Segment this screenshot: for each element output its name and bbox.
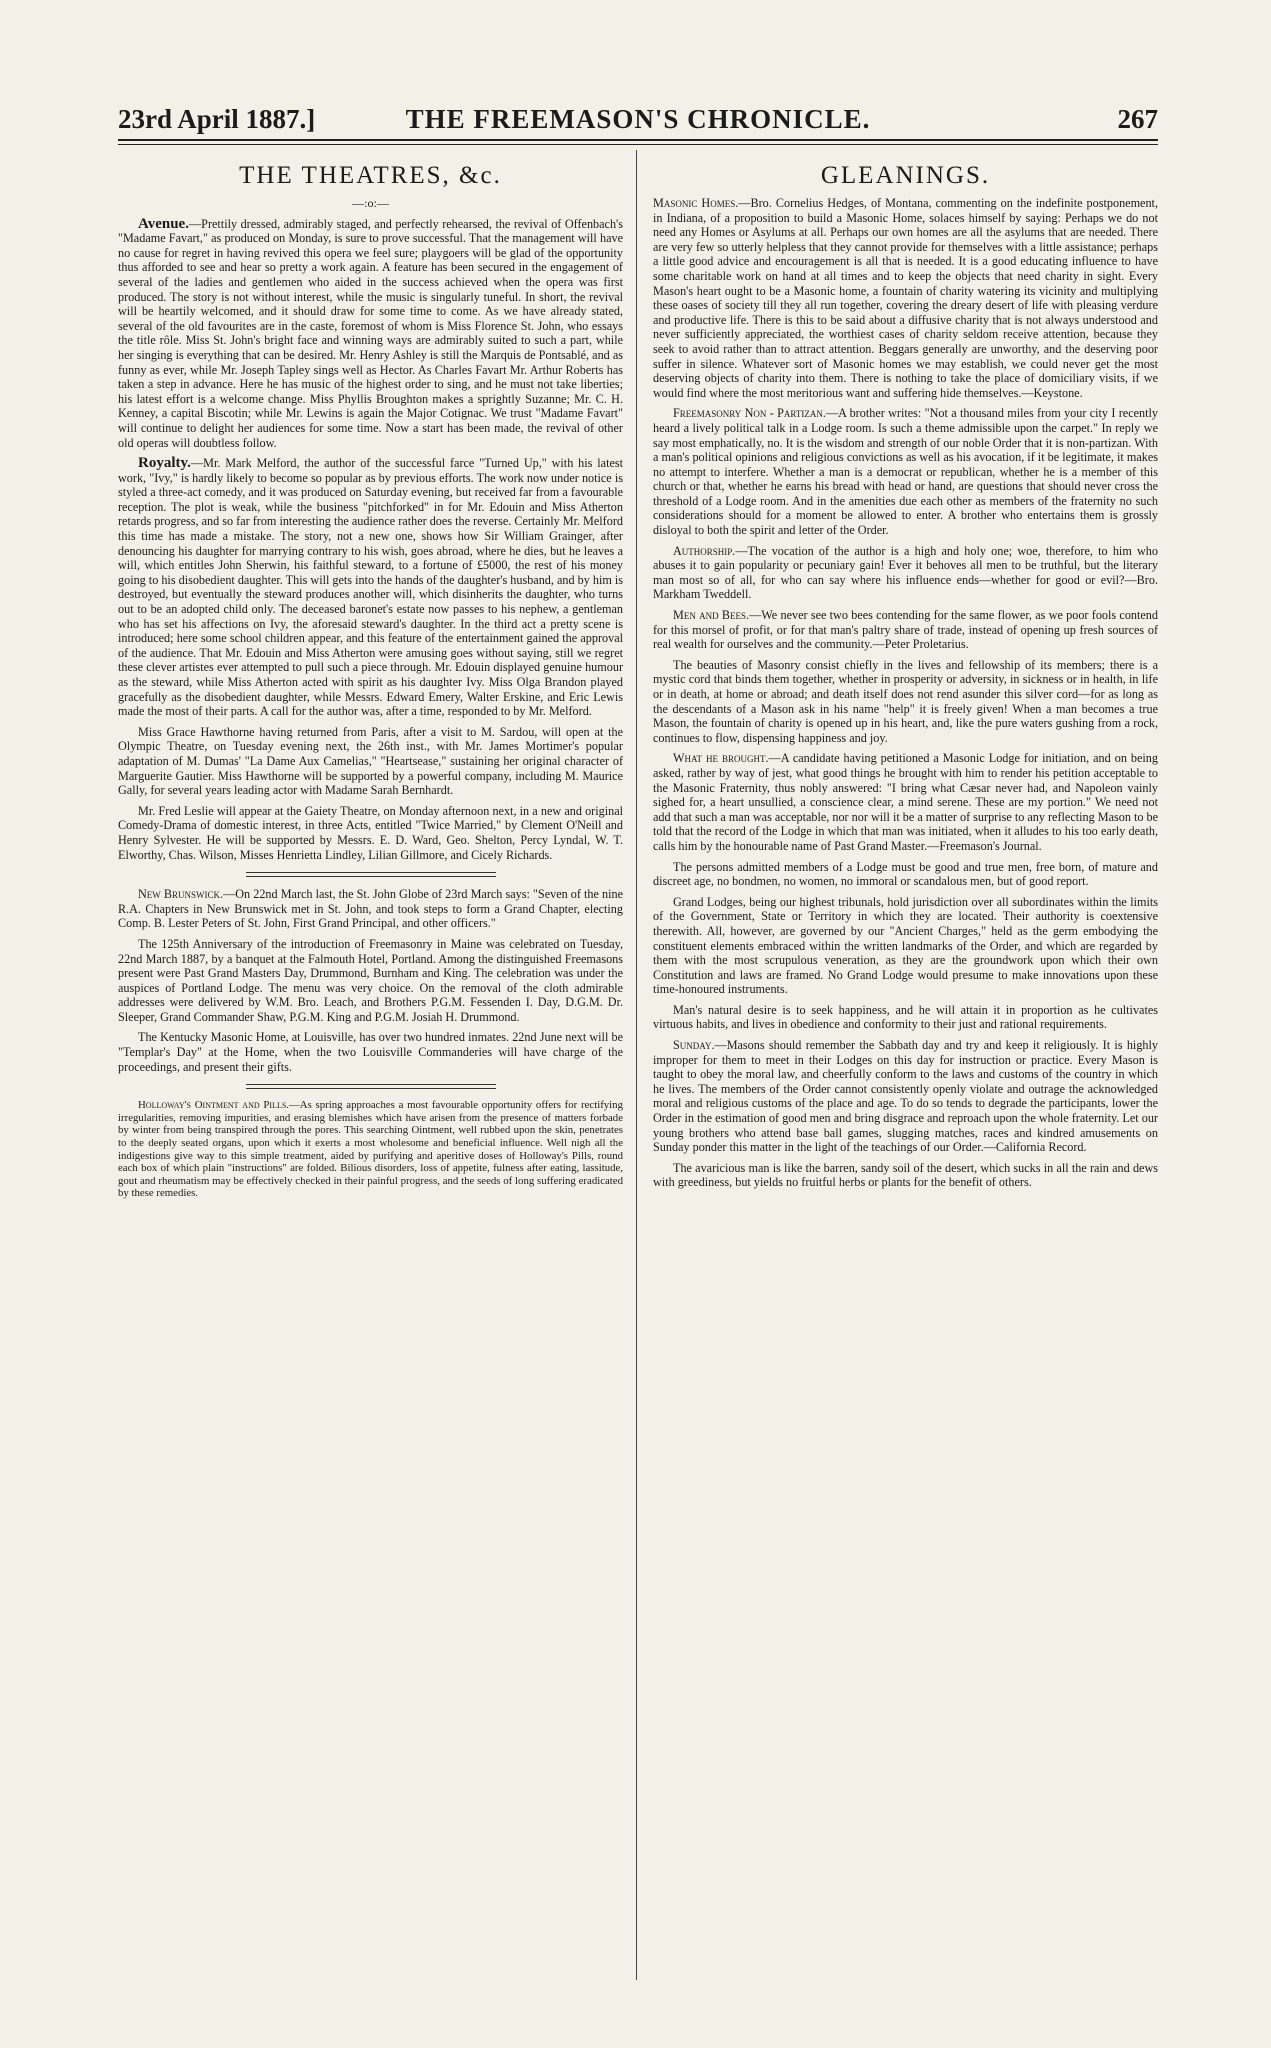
gleanings-heading: GLEANINGS.	[820, 162, 991, 189]
issue-date: 23rd April 1887.]	[118, 104, 316, 134]
article-text: —Bro. Cornelius Hedges, of Montana, commenting on the indefinite postponement, in Indiana, of a proposition to build a Masonic Home, solaces himself by saying: Perhaps we do not need any Homes or Asylums at all. Perhaps our own homes are all the asylums that are needed. There are very few so utterly helpless that they cannot provide for themselves with a little assistance; perhaps a little good advice and encouragement is all that is needed. It is a good educating influence to have some charitable work on hand at all times and to keep the objects that need charity in sight. Every Mason's heart ought to be a Masonic home, a fountain of charity watering its vicinity and multiplying these oases of society till they all run together, covering the dreary desert of life with pleasing verdure and productive life. There is this to be said about a diffusive charity that is not always understood and never sufficiently appreciated, the worthiest cases of charity seldom receive attention, because they seek to avoid rather than to attract attention. Beggars generally are unworthy, and the deserving poor suffer in silence. Whatever sort of Masonic homes we may establish, we could never get the most deserving objects of charity into them. There is nothing to take the place of domiciliary visits, if we would find where the most meritorious want and suffering hide themselves.—Keystone.	[653, 196, 1158, 400]
article-lead: Masonic Homes.	[653, 196, 739, 210]
header-rule	[118, 139, 1158, 141]
left-column	[118, 158, 623, 1206]
ornament: —:o:—	[352, 196, 389, 210]
column-divider	[636, 150, 637, 1980]
article-text: —On 22nd March last, the St. John Globe of 23rd March says: "Seven of the nine R.A. Chapters in New Brunswick met in St. John, and took steps to form a Grand Chapter, electing Comp. B. Lester Peters of St. John, First Grand Principal, and other officers."	[118, 887, 623, 931]
advert-holloway	[118, 1099, 623, 1200]
article-text: —Masons should remember the Sabbath day and try and keep it religiously. It is highly improper for them to meet in their Lodges on this day for instruction or practice. Every Mason is taught to obey the moral law, and cheerfully conform to the laws and customs of the country in which he lives. The members of the Order cannot consistently openly violate and outrage the acknowledged moral and religious customs of the place and age. To do so tends to degrade the participants, lower the Order in the estimation of good men and bring disgrace and reproach upon the whole fraternity. Let our young brothers who attend base ball games, slugging matches, races and kindred amusements on Sunday ponder this matter in the light of the teachings of our Order.—California Record.	[653, 1038, 1158, 1155]
article-non-partizan	[653, 406, 1158, 537]
article-lead: Royalty.	[138, 455, 191, 472]
article-lead: What he brought.	[673, 751, 769, 766]
article-happiness: Man's natural desire is to seek happiness, and he will attain it in proportion as he cultivates virtuous habits, and lives in obedience and conformity to their just and rational requirements.	[653, 1002, 1158, 1032]
advert-text: —As spring approaches a most favourable opportunity offers for rectifying irregularities, removing impurities, and erasing blemishes which have arisen from the presence of matters forbade by winter from being transpired through the pores. This searching Ointment, well rubbed upon the skin, penetrates to the deeply seated organs, upon which it exerts a most wholesome and beneficial influence. Well nigh all the indigestions give way to this simple treatment, aided by purifying and aperitive doses of Holloway's Pills, round each box of which plain "instructions" are folded. Bilious disorders, loss of appetite, fulness after eating, lassitude, gout and rheumatism may be effectively checked in their painful progress, and the seeds of long suffering eradicated by these remedies.	[118, 1099, 623, 1200]
article-text: —The vocation of the author is a high and holy one; woe, therefore, to him who abuses it to gain popularity or pecuniary gain! Ever it behoves all men to be truthful, but the literary man most so of all, for who can say where his influence ends—whether for good or evil?—Bro. Markham Tweddell.	[653, 543, 1158, 602]
article-lead: Freemasonry Non - Partizan.	[673, 406, 826, 421]
article-sunday	[653, 1038, 1158, 1155]
section-rule	[246, 1088, 496, 1089]
advert-lead: Holloway's Ointment and Pills.	[138, 1099, 289, 1112]
article-avaricious: The avaricious man is like the barren, sandy soil of the desert, which sucks in all the rain and dews with greediness, but yields no fruitful herbs or plants for the benefit of others.	[653, 1160, 1158, 1190]
section-rule	[246, 1084, 496, 1085]
article-text: —Prettily dressed, admirably staged, and perfectly rehearsed, the revival of Offenbach's "Madame Favart," as produced on Monday, is sure to prove successful. That the management will have no cause for regret in having revived this opera we feel sure; playgoers will be glad of the opportunity thus afforded to see and hear so pretty a work again. A feature has been secured in the engagement of several of the ladies and gentlemen who aided in the success achieved when the opera was first produced. The story is not without interest, while the music is singularly tuneful. In short, the revival will be heartily welcomed, and it should draw for some time to come. As we have already stated, several of the old favourites are in the caste, foremost of whom is Miss Florence St. John, who essays the title rôle. Miss St. John's bright face and winning ways are admirably suited to such a part, while her singing is everything that can be desired. Mr. Henry Ashley is still the Marquis de Pontsablé, and as funny as ever, while Mr. Joseph Tapley sings well as Hector. As Charles Favart Mr. Arthur Roberts has taken a step in advance. Here he has music of the highest order to sing, and he must not take liberties; his latest effort is a welcome change. Miss Phyllis Broughton makes a sprightly Suzanne; Mr. C. H. Kenney, a capital Biscotin; while Mr. Lewins is again the Major Cotignac. We trust "Madame Favart" will continue to delight her audiences for some time. Now a start has been made, the revival of other old operas will doubtless follow.	[118, 216, 623, 450]
article-hawthorne: Miss Grace Hawthorne having returned from Paris, after a visit to M. Sardou, will open at the Olympic Theatre, on Tuesday evening next, the 26th inst., with Mr. James Mortimer's popular adaptation of M. Dumas' "La Dame Aux Camelias," "Heartsease," sustaining her original character of Marguerite Gautier. Miss Hawthorne will be supported by a powerful company, including M. Maurice Gally, for several years leading actor with Madame Sarah Bernhardt.	[118, 724, 623, 798]
article-kentucky: The Kentucky Masonic Home, at Louisville, has over two hundred inmates. 22nd June next will be "Templar's Day" at the Home, when the two Louisville Commanderies will have charge of the proceedings, and present their gifts.	[118, 1030, 623, 1074]
article-what-he-brought	[653, 751, 1158, 853]
publication-title: THE FREEMASON'S CHRONICLE.	[405, 104, 871, 134]
right-column	[653, 158, 1158, 1196]
header-rule-thin	[118, 144, 1158, 145]
article-royalty	[118, 456, 623, 719]
article-text: —Mr. Mark Melford, the author of the successful farce "Turned Up," with his latest work, "Ivy," is hardly likely to become so popular as by previous efforts. The work now under notice is styled a three-act comedy, and it was produced on Saturday evening, but received far from a favourable reception. The plot is weak, while the business "pitchforked" in for Mr. Edouin and Miss Atherton retards progress, and so far from interesting the audience rather does the reverse. Certainly Mr. Melford this time has made a mistake. The story, not a new one, shows how Sir William Grainger, after denouncing his daughter for marrying contrary to his wish, goes abroad, where he dies, but he leaves a will, which entitles John Sherwin, his faithful steward, to a fortune of £5000, the rest of his money going to his disobedient daughter. This will gets into the hands of the daughter's husband, and by him is destroyed, but eventually the steward produces another will, which disinherits the daughter, who turns out to be an adopted child only. The deceased baronet's estate now passes to his nephew, a gentleman who has set his affections on Ivy, the aforesaid steward's daughter. In the third act a pretty scene is introduced; here some school children appear, and this feature of the entertainment gained the approval of the audience. That Mr. Edouin and Miss Atherton were amusing goes without saying, still we regret these clever artistes ever attempted to pull such a piece through. Mr. Edouin displayed genuine humour as the steward, while Miss Atherton acted with spirit as his daughter Ivy. Miss Olga Brandon played gracefully as the disobedient daughter, while Messrs. Edward Emery, Walter Erskine, and Eric Lewis made the most of their parts. A call for the author was, after a time, responded to by Mr. Melford.	[118, 456, 623, 719]
article-text: —A candidate having petitioned a Masonic Lodge for initiation, and on being asked, rather by way of jest, what good things he brought with him to render his petition acceptable to the Masonic Fraternity, thus nobly answered: "I bring what Cæsar never had, and Napoleon vainly sighed for, a heart unsullied, a conscience clear, a mind serene. These are my portion." We need not add that such a man was acceptable, nor nor will it be a matter of surprise to any reflecting Mason to be told that the record of the Lodge in which that man was initiated, when it alludes to his too early death, calls him by the honourable name of Past Grand Master.—Freemason's Journal.	[653, 751, 1158, 853]
article-text: —A brother writes: "Not a thousand miles from your city I recently heard a lively political talk in a Lodge room. Is such a theme admissible upon the carpet." In reply we say most emphatically, no. It is the wisdom and strength of our noble Order that it is non-partizan. With a man's political opinions and religious convictions as well as his avocation, if it be legitimate, it makes no attempt to interfere. Whether a man is a democrat or republican, whether he is a member of this church or that, whether he earns his bread with head or hand, are questions that should never cross the threshold of a Lodge room. And in the amenities due each other as members of the fraternity no such considerations should for a moment be allowed to enter. A brother who entertains them is grossly disloyal to both the spirit and letter of the Order.	[653, 406, 1158, 538]
article-lead: Sunday.	[673, 1038, 715, 1053]
article-beauties: The beauties of Masonry consist chiefly in the lives and fellowship of its members; there is a mystic cord that binds them together, whether in prosperity or adversity, in sickness or in health, in life or in death, at home or abroad; and death itself does not rend asunder this silver cord—for as long as the descendants of a Mason ask in his name "help" it is freely given! When a man becomes a true Mason, the fountain of charity is opened up in his heart, and, like the pure waters gushing from a rock, continues to flow, dispensing happiness and joy.	[653, 657, 1158, 745]
article-lead: Authorship.	[673, 543, 736, 558]
article-authorship	[653, 544, 1158, 602]
article-lead: Men and Bees.	[673, 608, 750, 623]
masthead	[118, 100, 1158, 140]
theatres-heading: THE THEATRES, &c.	[239, 162, 502, 189]
article-grand-lodges: Grand Lodges, being our highest tribunals, hold jurisdiction over all subordinates within the limits of the Government, State or Territory in which they are located. Their authority is coextensive therewith. All, however, are governed by our "Ancient Charges," held as the germ embodying the constituent elements embraced within the written landmarks of the Order, and which are regarded by them with the most scrupulous veneration, as they are the groundwork upon which their own Constitution and laws are framed. No Grand Lodge would presume to make innovations upon these time-honoured instruments.	[653, 894, 1158, 997]
article-new-brunswick	[118, 887, 623, 931]
article-maine: The 125th Anniversary of the introduction of Freemasonry in Maine was celebrated on Tuesday, 22nd March 1887, by a banquet at the Falmouth Hotel, Portland. Among the distinguished Freemasons present were Past Grand Masters Day, Drummond, Burnham and King. The celebration was under the auspices of Portland Lodge. The menu was very choice. On the removal of the cloth admirable addresses were delivered by W.M. Bro. Leach, and Brothers P.G.M. Fessenden I. Day, D.G.M. Dr. Sleeper, Grand Commander Shaw, P.G.M. King and P.G.M. Josiah H. Drummond.	[118, 936, 623, 1024]
article-lead: Avenue.	[138, 215, 189, 232]
article-text: —We never see two bees contending for the same flower, as we poor fools contend for this morsel of profit, or for that man's paltry share of trade, instead of opening up fresh sources of real wealth for ourselves and the community.—Peter Proletarius.	[653, 608, 1158, 652]
article-lead: New Brunswick.	[138, 887, 224, 902]
page-number: 267	[1117, 104, 1158, 134]
article-avenue	[118, 217, 623, 451]
article-men-and-bees	[653, 608, 1158, 652]
section-rule	[246, 872, 496, 873]
section-rule	[246, 876, 496, 877]
article-masonic-homes	[653, 196, 1158, 400]
article-leslie: Mr. Fred Leslie will appear at the Gaiety Theatre, on Monday afternoon next, in a new and original Comedy-Drama of domestic interest, in three Acts, entitled "Twice Married," by Clement O'Neill and Henry Sylvester. He will be supported by Messrs. E. D. Ward, Geo. Shelton, Percy Lyndal, W. T. Elworthy, Chas. Wilson, Misses Henrietta Lindley, Lilian Gillmore, and Cicely Richards.	[118, 803, 623, 862]
article-admitted: The persons admitted members of a Lodge must be good and true men, free born, of mature and discreet age, no bondmen, no women, no immoral or scandalous men, but of good report.	[653, 859, 1158, 889]
